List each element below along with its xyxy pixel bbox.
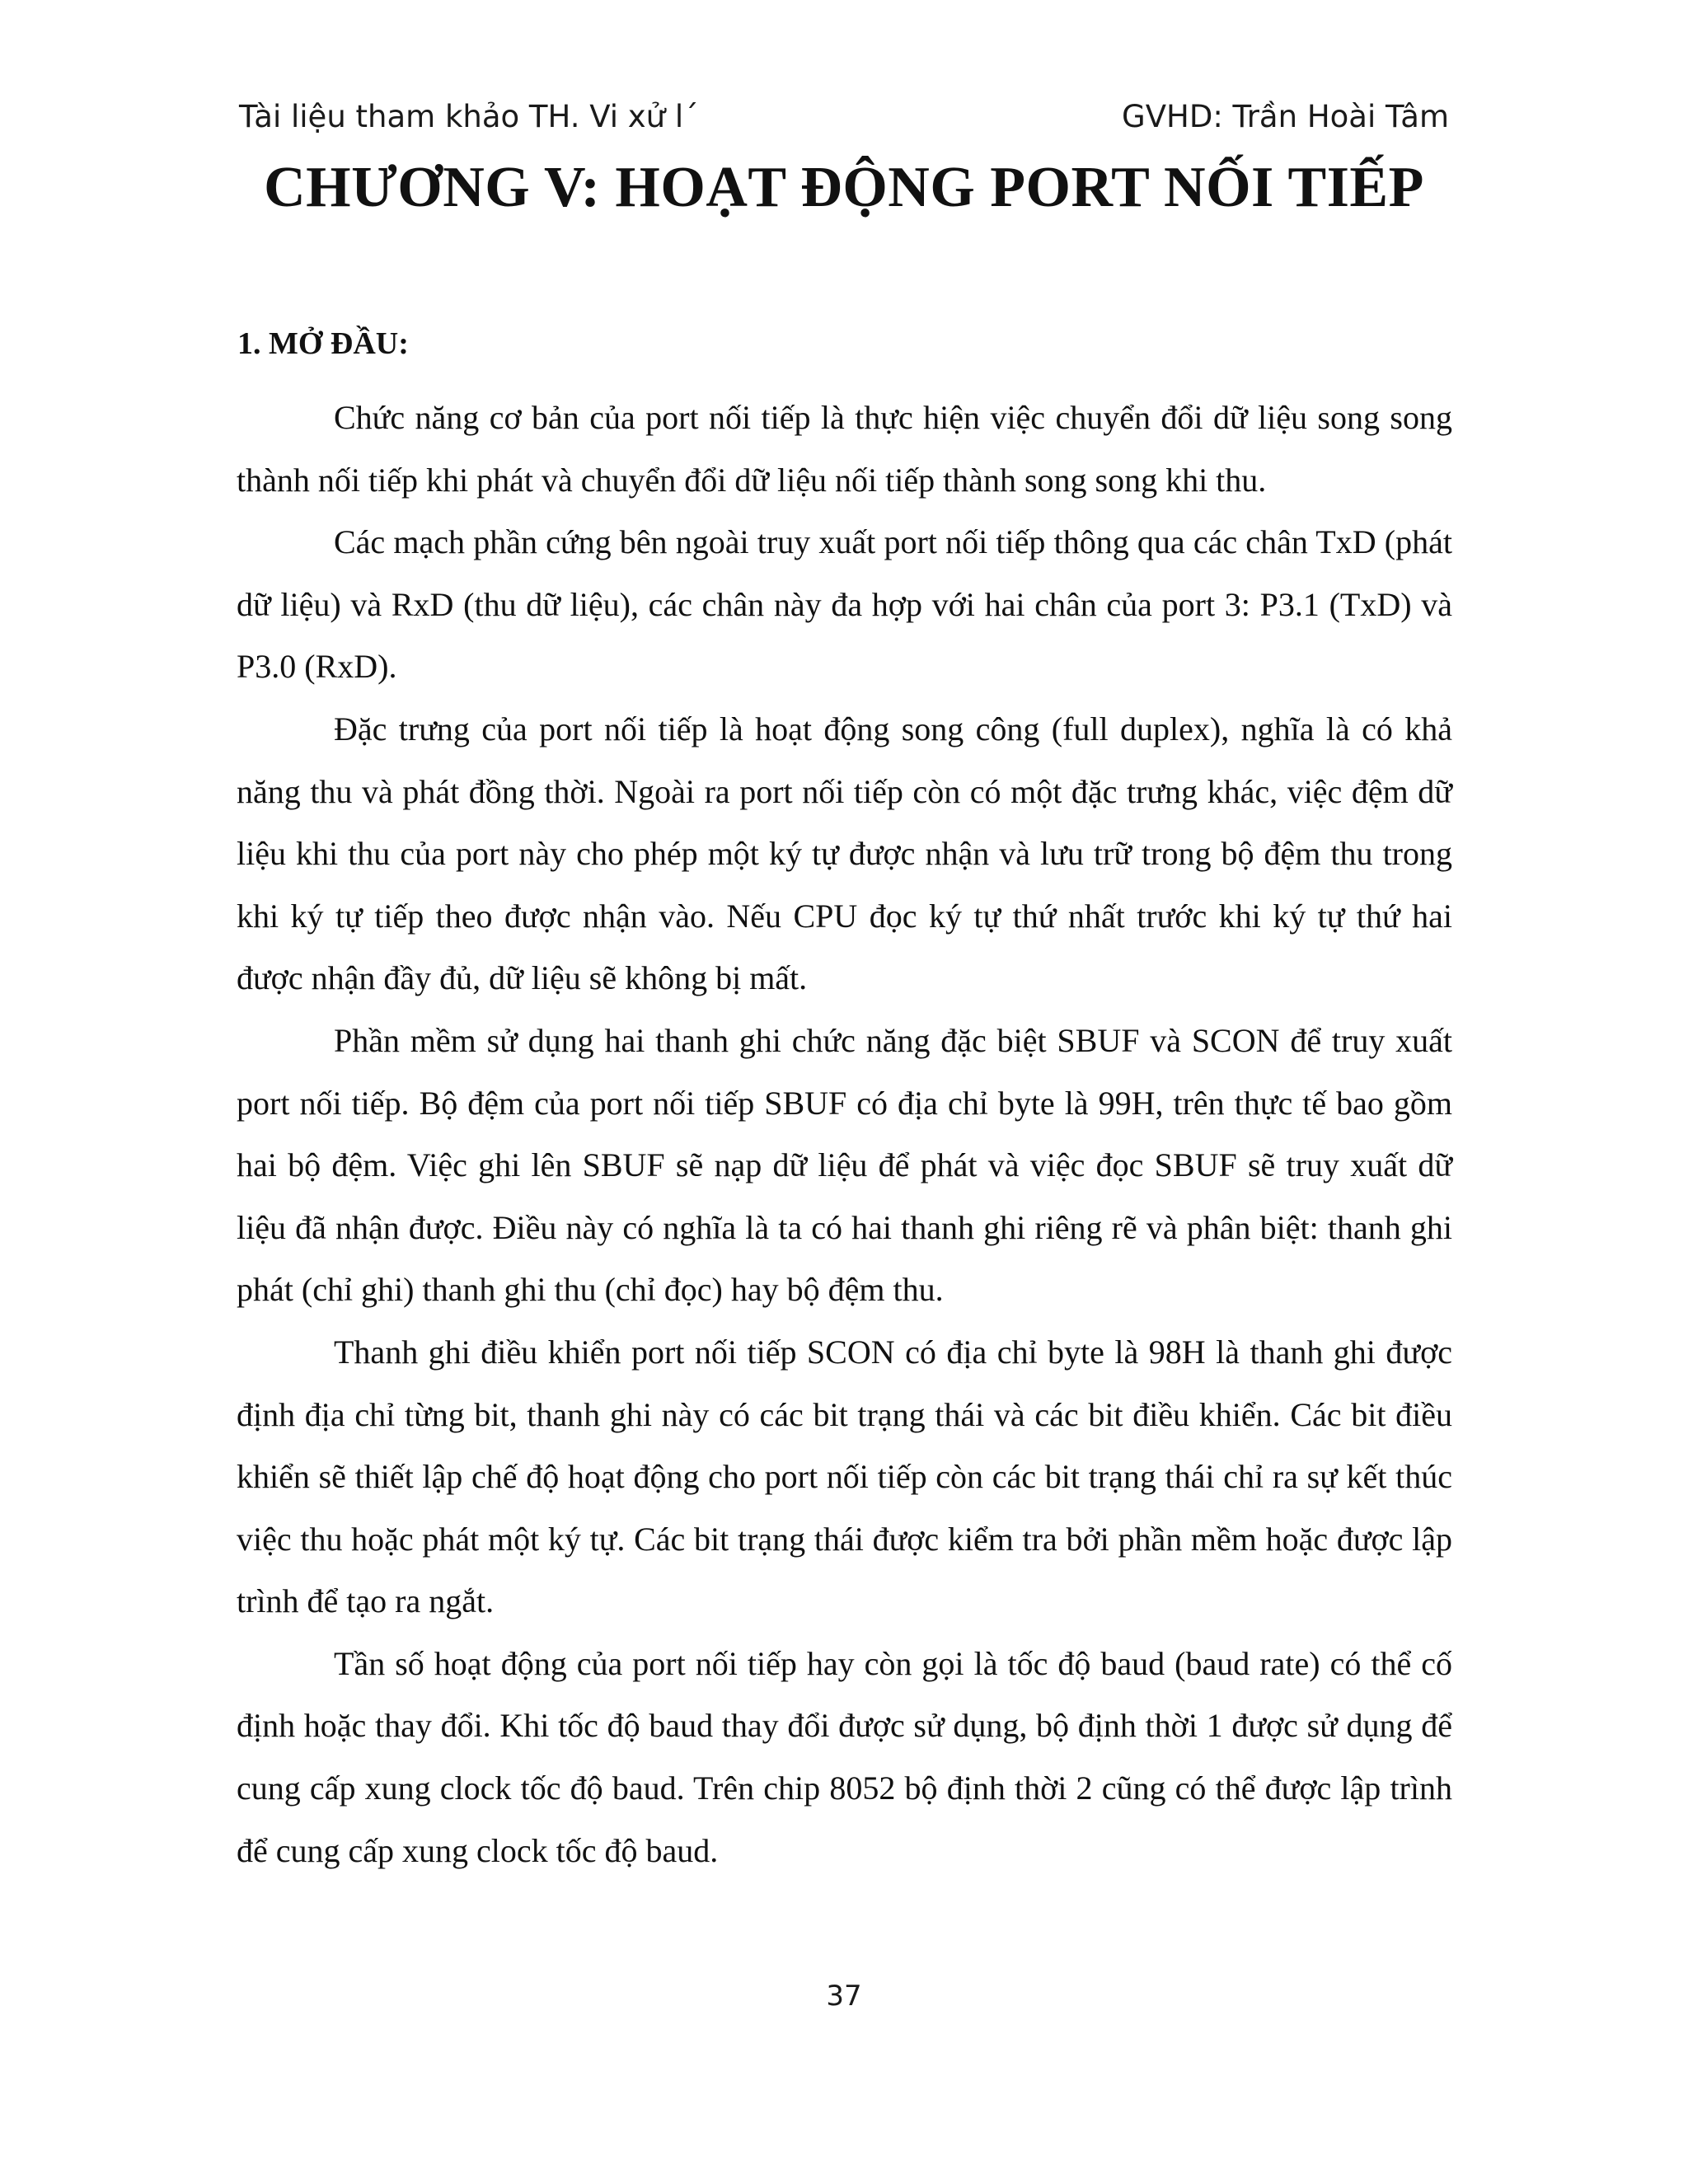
paragraph: Đặc trưng của port nối tiếp là hoạt động song công (full duplex), nghĩa là có khả năng thu và phát đồng thời. Ngoài ra port nối tiếp còn có một đặc trưng khác, việc đệm dữ liệu khi thu của port này cho phép một ký tự được nhận và lưu trữ trong bộ đệm thu trong khi ký tự tiếp theo được nhận vào. Nếu CPU đọc ký tự thứ nhất trước khi ký tự thứ hai được nhận đầy đủ, dữ liệu sẽ không bị mất.: [237, 710, 1452, 997]
paragraph: Tần số hoạt động của port nối tiếp hay còn gọi là tốc độ baud (baud rate) có thể cố định hoặc thay đổi. Khi tốc độ baud thay đổi được sử dụng, bộ định thời 1 được sử dụng để cung cấp xung clock tốc độ baud. Trên chip 8052 bộ định thời 2 cũng có thể được lập trình để cung cấp xung clock tốc độ baud.: [237, 1644, 1452, 1869]
section-heading: 1. MỞ ĐẦU:: [237, 326, 409, 361]
paragraph: Phần mềm sử dụng hai thanh ghi chức năng đặc biệt SBUF và SCON để truy xuất port nối tiếp. Bộ đệm của port nối tiếp SBUF có địa chỉ byte là 99H, trên thực tế bao gồm hai bộ đệm. Việc ghi lên SBUF sẽ nạp dữ liệu để phát và việc đọc SBUF sẽ truy xuất dữ liệu đã nhận được. Điều này có nghĩa là ta có hai thanh ghi riêng rẽ và phân biệt: thanh ghi phát (chỉ ghi) thanh ghi thu (chỉ đọc) hay bộ đệm thu.: [237, 1021, 1452, 1309]
page-header: [239, 99, 1449, 148]
chapter-title: CHƯƠNG V: HOẠT ĐỘNG PORT NỐI TIẾP: [264, 156, 1424, 219]
paragraph: Các mạch phần cứng bên ngoài truy xuất port nối tiếp thông qua các chân TxD (phát dữ liệu) và RxD (thu dữ liệu), các chân này đa hợp với hai chân của port 3: P3.1 (TxD) và P3.0 (RxD).: [237, 523, 1452, 686]
header-document-title: Tài liệu tham khảo TH. Vi xử l´: [239, 99, 699, 134]
header-instructor: GVHD: Trần Hoài Tâm: [1122, 99, 1449, 134]
paragraph: Thanh ghi điều khiển port nối tiếp SCON có địa chỉ byte là 98H là thanh ghi được định địa chỉ từng bit, thanh ghi này có các bit trạng thái và các bit điều khiển. Các bit điều khiển sẽ thiết lập chế độ hoạt động cho port nối tiếp còn các bit trạng thái chỉ ra sự kết thúc việc thu hoặc phát một ký tự. Các bit trạng thái được kiểm tra bởi phần mềm hoặc được lập trình để tạo ra ngắt.: [237, 1333, 1452, 1620]
paragraph: Chức năng cơ bản của port nối tiếp là thực hiện việc chuyển đổi dữ liệu song song thành nối tiếp khi phát và chuyển đổi dữ liệu nối tiếp thành song song khi thu.: [237, 399, 1452, 499]
section-body: [237, 387, 1452, 1882]
page-number: 37: [826, 1980, 862, 2013]
